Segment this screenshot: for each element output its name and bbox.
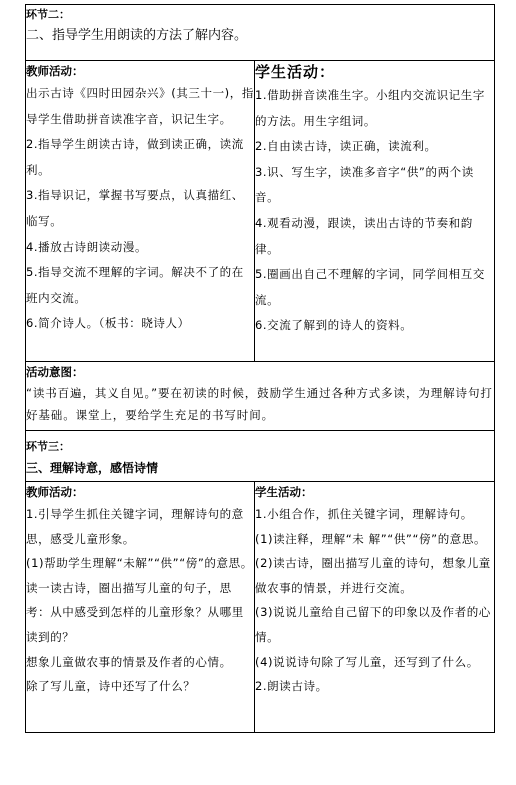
- intent-heading: 活动意图：: [26, 365, 84, 379]
- lesson-plan-sheet: [25, 4, 494, 733]
- student-item-4: 4.观看动漫，跟读，读出古诗的节奏和韵律。: [255, 215, 473, 256]
- stage3-title: 三、理解诗意，感悟诗情: [26, 461, 159, 475]
- student-item-2: 2.自由读古诗，读正确，读流利。: [255, 139, 437, 154]
- student-item-3: 3.识、写生字，读准多音字“供”的两个读音。: [255, 164, 474, 205]
- student3-item-6: 2.朗读古诗。: [255, 679, 328, 694]
- teacher-item-1: 出示古诗《四时田园杂兴》(其三十一)，指导学生借助拼音读准字音，识记生字。: [26, 86, 254, 126]
- stage3-header-row: [26, 431, 495, 482]
- teacher-item-5: 5.指导交流不理解的字词。解决不了的在班内交流。: [26, 265, 244, 305]
- teacher-item-4: 4.播放古诗朗读动漫。: [26, 239, 148, 254]
- student-item-1: 1.借助拼音读准生字。小组内交流识记生字的方法。用生字组词。: [255, 88, 485, 128]
- student3-item-2: (1)读注释，理解“未 解”“供”“傍”的意思。: [255, 531, 487, 546]
- teacher3-item-1: 1.引导学生抓住关键字词，理解诗句的意思，感受儿童形象。: [26, 507, 244, 546]
- student3-item-1: 1.小组合作，抓住关键字词，理解诗句。: [255, 507, 473, 521]
- stage2-header-cell: [26, 5, 495, 61]
- teacher3-item-4: 想象儿童做农事的情景及作者的心情。: [26, 654, 232, 669]
- stage3-student-cell: [255, 482, 495, 733]
- student-item-6: 6.交流了解到的诗人的资料。: [255, 318, 413, 333]
- student-item-5: 5.圈画出自己不理解的字词，同学间相互交流。: [255, 267, 485, 307]
- intent-row: [26, 362, 495, 431]
- teacher-item-3: 3.指导识记，掌握书写要点，认真描红、临写。: [26, 188, 244, 228]
- student3-item-3: (2)读古诗，圈出描写儿童的诗句，想象儿童做农事的情景，并进行交流。: [255, 556, 491, 595]
- stage3-header-cell: [26, 431, 495, 482]
- teacher3-item-2: (1)帮助学生理解“未解”“供”“傍”的意思。: [26, 556, 253, 571]
- student-activity-heading-3: 学生活动：: [255, 485, 313, 499]
- teacher3-item-3: 读一读古诗，圈出描写儿童的句子，思考：从中感受到怎样的儿童形象？从哪里读到的？: [26, 580, 244, 644]
- teacher-item-2: 2.指导学生朗读古诗，做到读正确，读流利。: [26, 137, 244, 177]
- teacher-activity-heading: 教师活动：: [26, 64, 84, 78]
- student-activity-heading: 学生活动：: [255, 63, 336, 81]
- stage3-label: 环节三：: [26, 440, 70, 453]
- stage3-activities-row: [26, 482, 495, 733]
- teacher-activity-heading-3: 教师活动：: [26, 485, 84, 499]
- stage2-activities-row: [26, 61, 495, 362]
- teacher3-item-5: 除了写儿童，诗中还写了什么？: [26, 679, 196, 694]
- stage3-teacher-cell: [26, 482, 255, 733]
- teacher-item-6: 6.简介诗人。（板书：晓诗人）: [26, 316, 190, 331]
- stage2-student-cell: [255, 61, 495, 362]
- student3-item-4: (3)说说儿童给自己留下的印象以及作者的心情。: [255, 605, 491, 644]
- stage2-label: 环节二：: [26, 8, 70, 21]
- intent-text: “读书百遍，其义自见。”要在初读的时候，鼓励学生通过各种方式多读，为理解诗句打好基础。课堂上，要给学生充足的书写时间。: [26, 386, 493, 422]
- stage2-title: 二、指导学生用朗读的方法了解内容。: [26, 28, 248, 43]
- lesson-plan-table: [25, 4, 495, 733]
- stage2-teacher-cell: [26, 61, 255, 362]
- student3-item-5: (4)说说诗句除了写儿童，还写到了什么。: [255, 654, 479, 669]
- intent-cell: [26, 362, 495, 431]
- stage2-header-row: [26, 5, 495, 61]
